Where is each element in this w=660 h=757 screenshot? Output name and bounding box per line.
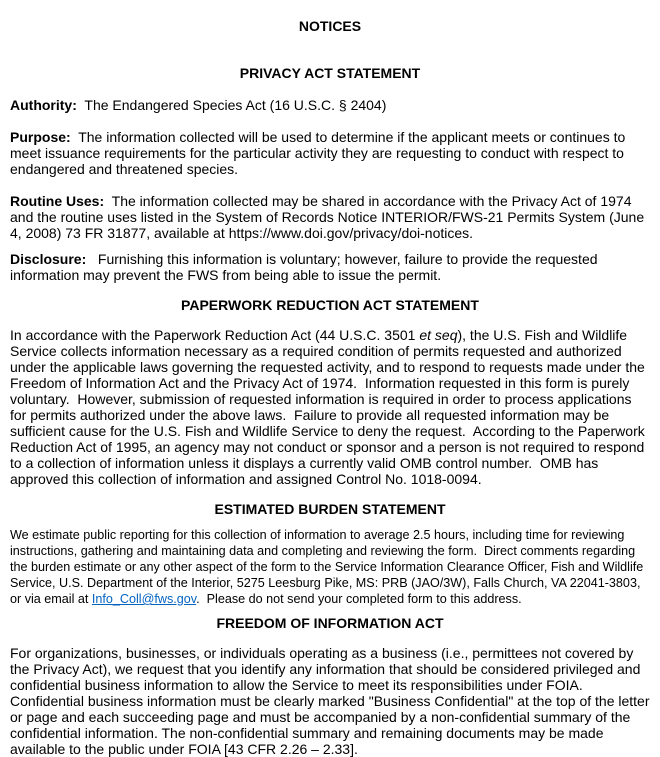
routine-uses-paragraph [10, 193, 650, 241]
disclosure-paragraph [10, 251, 650, 283]
authority-text: The Endangered Species Act (16 U.S.C. § 2404) [76, 97, 387, 113]
disclosure-label: Disclosure: [10, 251, 87, 267]
routine-uses-label: Routine Uses: [10, 193, 105, 209]
privacy-act-heading: PRIVACY ACT STATEMENT [239, 65, 421, 81]
paperwork-et-seq: et seq [419, 327, 458, 343]
routine-uses-text: The information collected may be shared in accordance with the Privacy Act of 1974 and the routine uses listed in the System of Records Notice INTERIOR/FWS-21 Permits System (June 4, 2008) 73 FR 31877, available at https://www.doi.gov/privacy/doi-notices. [10, 193, 649, 241]
foia-heading: FREEDOM OF INFORMATION ACT [216, 615, 444, 631]
estimated-burden-heading: ESTIMATED BURDEN STATEMENT [214, 501, 446, 517]
authority-label: Authority: [10, 97, 77, 113]
foia-paragraph [10, 645, 654, 757]
authority-paragraph [10, 97, 650, 113]
paperwork-text-before: In accordance with the Paperwork Reduction Act (44 U.S.C. 3501 [10, 327, 420, 343]
purpose-text: The information collected will be used to determine if the applicant meets or continues to meet issuance requirements for the particular activity they are requesting to conduct with respect to endangered and threatened species. [10, 129, 630, 177]
page-title: NOTICES [298, 18, 362, 34]
purpose-label: Purpose: [10, 129, 71, 145]
disclosure-text: Furnishing this information is voluntary; however, failure to provide the requested information may prevent the FWS from being able to issue the permit. [10, 251, 602, 283]
paperwork-reduction-heading: PAPERWORK REDUCTION ACT STATEMENT [181, 297, 479, 313]
burden-text-before: We estimate public reporting for this collection of information to average 2.5 hours, including time for reviewing instructions, gathering and maintaining data and completing and reviewing the form. Direct comments regarding the burden estimate or any other aspect of the form to the Service Information Clearance Officer, Fish and Wildlife Service, U.S. Department of the Interior, 5275 Leesburg Pike, MS: PRB (JAO/3W), Falls Church, VA 22041-3803, or via email at [10, 528, 647, 606]
email-link[interactable]: Info_Coll@fws.gov [91, 592, 197, 606]
burden-text-after: . Please do not send your completed form to this address. [196, 592, 522, 606]
foia-text: For organizations, businesses, or individuals operating as a business (i.e., permittees not covered by the Privacy Act), we request that you identify any information that should be considered privileged and confidential business information to allow the Service to meet its responsibilities under FOIA. Confidential business information must be clearly marked "Business Confidential" at the top of the letter or page and each succeeding page and must be accompanied by a non-confidential summary of the confidential information. The non-confidential summary and remaining documents may be made available to the public under FOIA [43 CFR 2.26 – 2.33]. [10, 645, 654, 757]
paperwork-text-after: ), the U.S. Fish and Wildlife Service collects information necessary as a required condition of permits requested and authorized under the applicable laws governing the requested activity, and to respond to requests made under the Freedom of Information Act and the Privacy Act of 1974. Information requested in this form is purely voluntary. However, submission of requested information is required in order to process applications for permits authorized under the above laws. Failure to provide all requested information may be sufficient cause for the U.S. Fish and Wildlife Service to deny the request. According to the Paperwork Reduction Act of 1995, an agency may not conduct or sponsor and a person is not required to respond to a collection of information unless it displays a currently valid OMB control number. OMB has approved this collection of information and assigned Control No. 1018-0094. [10, 327, 649, 487]
purpose-paragraph [10, 129, 650, 177]
burden-paragraph [10, 527, 650, 607]
paperwork-paragraph [10, 327, 650, 487]
